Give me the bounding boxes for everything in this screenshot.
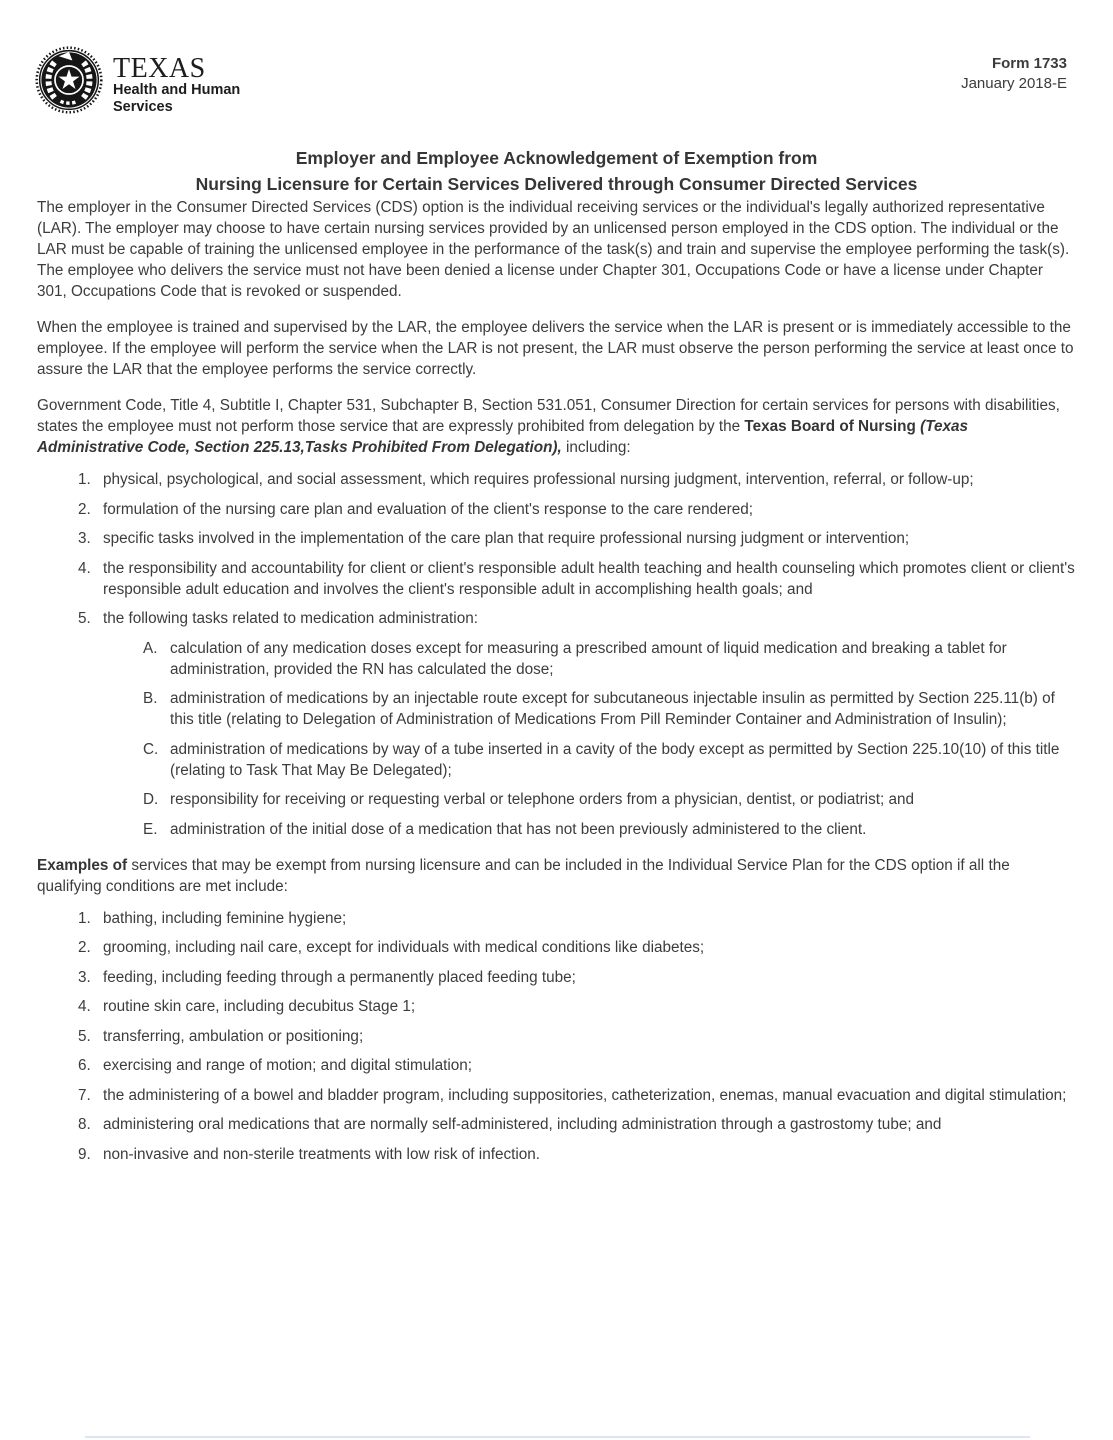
sublist-item-text: responsibility for receiving or requesting verbal or telephone orders from a physician, dentist, or podiatrist; and <box>170 791 914 808</box>
list-item-number: 8. <box>78 1116 91 1133</box>
list-item-text: administering oral medications that are normally self-administered, including administration through a gastrostomy tube; and <box>103 1116 942 1133</box>
list-item-number: 2. <box>78 500 91 518</box>
list-item <box>37 996 1075 1017</box>
document-title-line2: Nursing Licensure for Certain Services Delivered through Consumer Directed Services <box>195 174 918 194</box>
prohibited-tasks-list <box>37 469 1075 629</box>
logo-wordmark <box>113 46 240 115</box>
statute-bold-text: Texas Board of Nursing <box>744 418 921 435</box>
statute-bold-italic-text: (Texas Administrative Code, Section 225.13,Tasks Prohibited From Delegation), <box>37 418 968 456</box>
sublist-item-text: administration of the initial dose of a medication that has not been previously administered to the client. <box>170 820 867 838</box>
list-item <box>37 1114 1075 1135</box>
list-item-text: routine skin care, including decubitus Stage 1; <box>103 998 416 1015</box>
list-item-text: non-invasive and non-sterile treatments with low risk of infection. <box>103 1145 541 1163</box>
list-item-text: the following tasks related to medication administration: <box>103 610 478 627</box>
form-info <box>961 46 1067 94</box>
sublist-item-letter: B. <box>143 690 158 707</box>
list-item <box>37 608 1075 629</box>
list-item-number: 7. <box>78 1086 91 1104</box>
list-item-number: 5. <box>78 1027 91 1045</box>
sublist-item-text: administration of medications by an injectable route except for subcutaneous injectable insulin as permitted by Section 225.11(b) of this title (relating to Delegation of Administration of Medications From Pill Reminder Container and Administration of Insulin); <box>170 690 1055 728</box>
exempt-services-list <box>37 908 1075 1165</box>
logo-texas-text: TEXAS <box>113 53 206 84</box>
intro-paragraph: The employer in the Consumer Directed Services (CDS) option is the individual receiving services or the individual's legally authorized representative (LAR). The employer may choose to have certain nursing services provided by an unlicensed person employed in the CDS option. The individual or the LAR must be capable of training the unlicensed employee in the performance of the task(s) and train and supervise the employee performing the task(s). The employee who delivers the service must not have been denied a license under Chapter 301, Occupations Code or have a license under Chapter 301, Occupations Code that is revoked or suspended. <box>37 199 1070 300</box>
texas-state-seal-icon <box>35 46 103 114</box>
examples-bold-text: Examples of <box>37 856 128 874</box>
list-item-number: 4. <box>78 559 91 577</box>
list-item <box>37 908 1075 929</box>
form-date: January 2018-E <box>961 75 1067 92</box>
list-item <box>37 937 1075 958</box>
logo-health-human-text: Health and Human <box>113 82 241 98</box>
sublist-item-letter: D. <box>143 791 159 808</box>
lar-supervision-paragraph: When the employee is trained and supervised by the LAR, the employee delivers the service when the LAR is present or is immediately accessible to the employee. If the employee will perform the service when the LAR is not present, the LAR must observe the person performing the service at least once to assure the LAR that the employee performs the service correctly. <box>37 319 1074 378</box>
list-item <box>37 499 1075 520</box>
list-item-text: exercising and range of motion; and digital stimulation; <box>103 1057 473 1074</box>
list-item-text: transferring, ambulation or positioning; <box>103 1027 364 1045</box>
list-item <box>37 1144 1075 1165</box>
list-item-number: 3. <box>78 968 91 986</box>
list-item-number: 4. <box>78 998 91 1015</box>
sublist-item <box>37 819 1075 840</box>
list-item-text: physical, psychological, and social assessment, which requires professional nursing judgment, intervention, referral, or follow-up; <box>103 471 974 488</box>
statute-paragraph <box>37 395 1075 458</box>
statute-text: Government Code, Title 4, Subtitle I, Chapter 531, Subchapter B, Section 531.051, Consumer Direction for certain services for persons with disabilities, states the employee must not perform those service that are expressly prohibited from delegation by the <box>37 397 1060 435</box>
list-item-text: grooming, including nail care, except for individuals with medical conditions like diabetes; <box>103 939 705 956</box>
sublist-item <box>37 638 1075 680</box>
sublist-item-letter: C. <box>143 740 159 758</box>
list-item-number: 1. <box>78 471 91 488</box>
sublist-item-text: calculation of any medication doses except for measuring a prescribed amount of liquid medication and breaking a tablet for administration, provided the RN has calculated the dose; <box>170 639 1007 678</box>
list-item <box>37 558 1075 600</box>
list-item-text: specific tasks involved in the implementation of the care plan that require professional nursing judgment or intervention; <box>103 530 910 547</box>
sublist-item-letter: A. <box>143 639 158 657</box>
next-section-top-edge <box>85 1436 1030 1438</box>
examples-text: services that may be exempt from nursing licensure and can be included in the Individual Service Plan for the CDS option if all the qualifying conditions are met include: <box>37 856 1010 895</box>
list-item-text: bathing, including feminine hygiene; <box>103 909 347 927</box>
list-item <box>37 528 1075 549</box>
sublist-item-text: administration of medications by way of a tube inserted in a cavity of the body except as permitted by Section 225.10(10) of this title (relating to Task That May Be Delegated); <box>170 740 1060 779</box>
list-item-text: the administering of a bowel and bladder program, including suppositories, catheterization, enemas, manual evacuation and digital stimulation; <box>103 1086 1067 1104</box>
list-item-number: 1. <box>78 909 91 927</box>
list-item-text: the responsibility and accountability for client or client's responsible adult health teaching and health counseling which promotes client or client's responsible adult education and involves the client's responsible adult in accomplishing health goals; and <box>103 559 1075 598</box>
medication-sublist <box>37 638 1075 840</box>
document-title-line1: Employer and Employee Acknowledgement of Exemption from <box>295 148 818 168</box>
list-item-text: formulation of the nursing care plan and evaluation of the client's response to the care rendered; <box>103 500 754 518</box>
document-body <box>0 197 1113 1165</box>
logo-services-text: Services <box>113 98 173 115</box>
list-item-number: 5. <box>78 610 91 627</box>
page-header <box>0 0 1113 115</box>
list-item-text: feeding, including feeding through a permanently placed feeding tube; <box>103 968 576 986</box>
document-title <box>0 145 1113 197</box>
sublist-item-letter: E. <box>143 820 158 838</box>
sublist-item <box>37 789 1075 810</box>
list-item-number: 6. <box>78 1057 91 1074</box>
list-item-number: 3. <box>78 530 91 547</box>
list-item <box>37 1085 1075 1106</box>
list-item <box>37 1026 1075 1047</box>
form-number: Form 1733 <box>991 55 1067 72</box>
list-item-number: 9. <box>78 1145 91 1163</box>
list-item <box>37 1055 1075 1076</box>
statute-including-text: including: <box>561 439 631 456</box>
list-item-number: 2. <box>78 939 91 956</box>
sublist-item <box>37 739 1075 781</box>
hhs-logo <box>35 46 240 115</box>
examples-paragraph <box>37 855 1075 897</box>
list-item <box>37 469 1075 490</box>
list-item <box>37 967 1075 988</box>
sublist-item <box>37 688 1075 730</box>
